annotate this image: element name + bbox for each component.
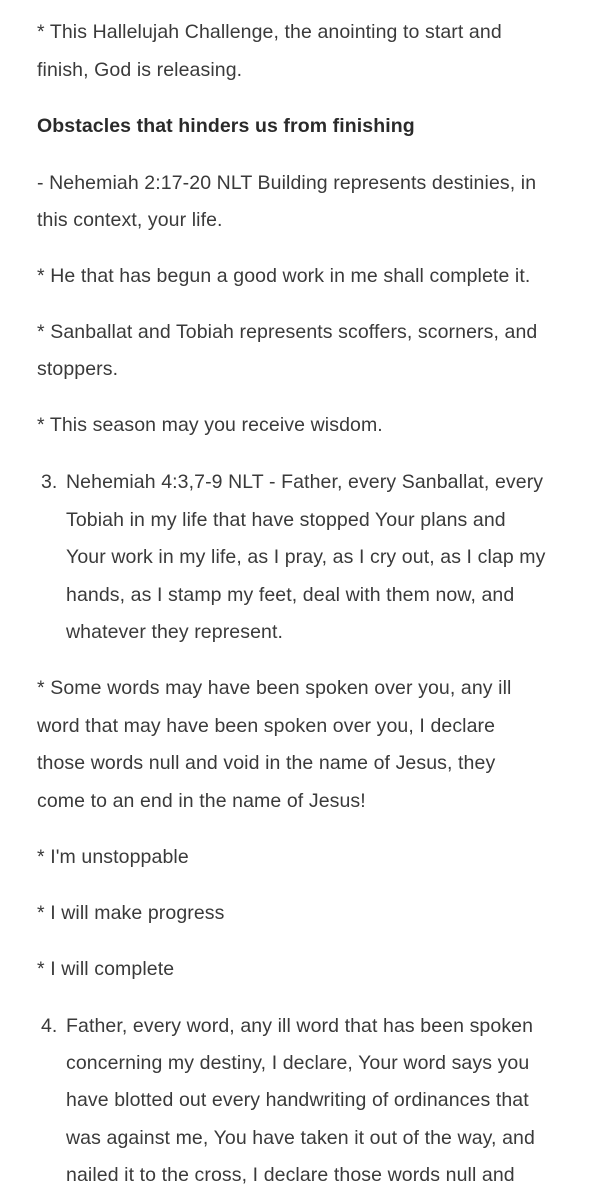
list-item-3-line-4: hands, as I stamp my feet, deal with them now, and — [66, 584, 515, 606]
paragraph-wisdom: * This season may you receive wisdom. — [37, 414, 383, 436]
list-item-3-line-5: whatever they represent. — [66, 621, 284, 643]
list-item-4-number: 4. — [41, 1015, 58, 1037]
list-item-4-line-1: Father, every word, any ill word that has been spoken — [66, 1015, 534, 1037]
list-item-4-line-5: nailed it to the cross, I declare those words null and — [66, 1164, 515, 1186]
list-item-3-number: 3. — [41, 471, 58, 493]
list-item-4-line-4: was against me, You have taken it out of the way, and — [66, 1127, 535, 1149]
paragraph-hallelujah-line-2: finish, God is releasing. — [37, 59, 243, 81]
paragraph-words-line-4: come to an end in the name of Jesus! — [37, 790, 366, 812]
paragraph-words-line-1: * Some words may have been spoken over you, any ill — [37, 677, 512, 699]
list-item-3-line-1: Nehemiah 4:3,7-9 NLT - Father, every Sanballat, every — [66, 471, 544, 493]
paragraph-progress: * I will make progress — [37, 902, 225, 924]
paragraph-words-line-3: those words null and void in the name of Jesus, they — [37, 752, 496, 774]
paragraph-complete: * I will complete — [37, 958, 175, 980]
paragraph-nehemiah-line-1: - Nehemiah 2:17-20 NLT Building represents destinies, in — [37, 172, 537, 194]
section-heading: Obstacles that hinders us from finishing — [37, 115, 415, 137]
paragraph-sanballat-line-1: * Sanballat and Tobiah represents scoffers, scorners, and — [37, 321, 538, 343]
paragraph-words-line-2: word that may have been spoken over you, I declare — [37, 715, 496, 737]
list-item-3-line-3: Your work in my life, as I pray, as I cry out, as I clap my — [66, 546, 546, 568]
paragraph-unstoppable: * I'm unstoppable — [37, 846, 189, 868]
paragraph-hallelujah-line-1: * This Hallelujah Challenge, the anointing to start and — [37, 21, 502, 43]
list-item-3-line-2: Tobiah in my life that have stopped Your plans and — [66, 509, 506, 531]
paragraph-good-work: * He that has begun a good work in me shall complete it. — [37, 265, 531, 287]
paragraph-sanballat-line-2: stoppers. — [37, 358, 119, 380]
list-item-4-line-3: have blotted out every handwriting of ordinances that — [66, 1089, 529, 1111]
list-item-4-line-2: concerning my destiny, I declare, Your word says you — [66, 1052, 530, 1074]
paragraph-nehemiah-line-2: this context, your life. — [37, 209, 223, 231]
